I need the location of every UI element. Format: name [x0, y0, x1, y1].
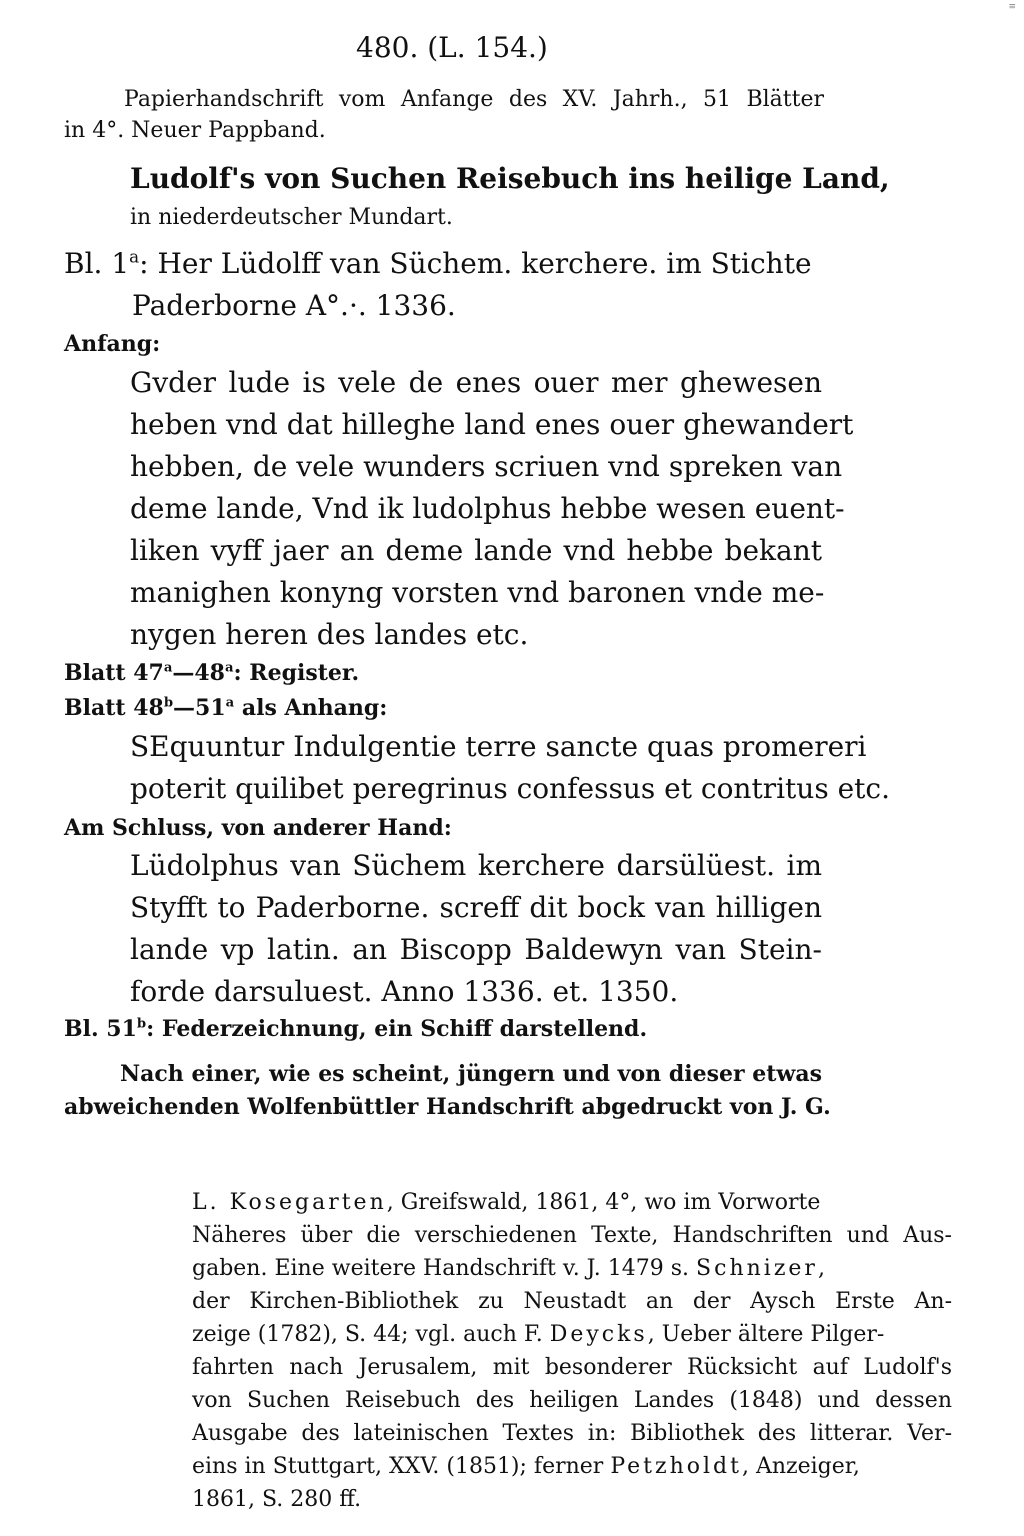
footnote-text-3: gaben. Eine weitere Handschrift v. J. 1479 s. [192, 1256, 697, 1281]
note-line-1: Nach einer, wie es scheint, jüngern und von dieser etwas [120, 1061, 822, 1087]
footnote-line-10: 1861, S. 280 ff. [192, 1487, 362, 1512]
anfang-line-6: manighen konyng vorsten vnd baronen vnde me- [130, 576, 825, 609]
anhang-line-1: SEquuntur Indulgentie terre sancte quas promereri [130, 730, 867, 763]
anhang-sup-1: b [163, 695, 174, 711]
folio-1-entry [64, 246, 812, 280]
register-sup-1: a [163, 660, 173, 676]
anhang-label: Blatt 48 [64, 695, 164, 721]
footnote-text-5-end: , Ueber ältere Pilger- [647, 1322, 885, 1347]
schluss-line-1: Lüdolphus van Süchem kerchere darsülüest. im [130, 849, 822, 882]
folio-1-sup: a [129, 246, 140, 267]
folio-51-sup: b [136, 1016, 147, 1032]
schluss-line-2: Styfft to Paderborne. screff dit bock van hilligen [130, 891, 822, 924]
anfang-line-5: liken vyff jaer an deme lande vnd hebbe bekant [130, 534, 822, 567]
footnote-author-kosegarten: L. Kosegarten [192, 1190, 387, 1215]
footnote-author-schnizer: Schnizer [696, 1256, 818, 1281]
note-line-2: abweichenden Wolfenbüttler Handschrift abgedruckt von J. G. [64, 1094, 831, 1120]
anfang-line-7: nygen heren des landes etc. [130, 618, 529, 651]
anhang-text: als Anhang: [234, 695, 388, 721]
anfang-line-1: Gvder lude is vele de enes ouer mer ghewesen [130, 366, 822, 399]
anhang-sup-2: a [225, 695, 235, 711]
entry-reference: (L. 154.) [427, 31, 548, 64]
folio-51-text: : Federzeichnung, ein Schiff darstellend. [146, 1016, 648, 1042]
register-entry [64, 662, 359, 684]
schluss-line-4: forde darsuluest. Anno 1336. et. 1350. [130, 975, 679, 1008]
description-line-1: Papierhandschrift vom Anfange des XV. Jahrh., 51 Blätter [124, 87, 824, 112]
footnote-author-deycks: Deycks [549, 1322, 648, 1347]
anhang-range: —51 [173, 695, 226, 721]
register-range: —48 [172, 660, 225, 686]
folio-1-text-line-2: Paderborne A°.·. 1336. [132, 289, 456, 322]
work-title: Ludolf's von Suchen Reisebuch ins heilige Land, [130, 162, 890, 195]
anfang-line-2: heben vnd dat hilleghe land enes ouer ghewandert [130, 408, 854, 441]
footnote-author-petzholdt: Petzholdt [610, 1454, 742, 1479]
footnote-line-3 [192, 1258, 825, 1280]
register-sup-2: a [224, 660, 234, 676]
footnote-line-5 [192, 1324, 884, 1346]
folio-1-label: Bl. 1 [64, 247, 130, 280]
footnote-text-9-end: , Anzeiger, [741, 1454, 860, 1479]
page-header [356, 31, 548, 64]
anfang-line-3: hebben, de vele wunders scriuen vnd spreken van [130, 450, 843, 483]
anhang-line-2: poterit quilibet peregrinus confessus et contritus etc. [130, 772, 891, 805]
footnote-text-3-end: , [817, 1256, 825, 1281]
footnote-line-8: Ausgabe des lateinischen Textes in: Bibliothek des litterar. Ver- [192, 1421, 952, 1446]
anfang-line-4: deme lande, Vnd ik ludolphus hebbe wesen euent- [130, 492, 845, 525]
folio-1-text: : Her Lüdolff van Süchem. kerchere. im Stichte [139, 247, 812, 280]
footnote-line-1 [192, 1192, 820, 1214]
page-edge-mark: ≡ [1008, 2, 1016, 12]
anhang-entry [64, 697, 387, 719]
footnote-text-5: zeige (1782), S. 44; vgl. auch F. [192, 1322, 550, 1347]
footnote-line-4: der Kirchen-Bibliothek zu Neustadt an der Aysch Erste An- [192, 1289, 952, 1314]
folio-51-entry [64, 1018, 647, 1040]
description-line-2: in 4°. Neuer Pappband. [64, 118, 326, 143]
footnote-line-9 [192, 1456, 860, 1478]
register-label: Blatt 47 [64, 660, 164, 686]
anfang-label: Anfang: [64, 331, 161, 357]
footnote-line-7: von Suchen Reisebuch des heiligen Landes (1848) und dessen [192, 1388, 952, 1413]
footnote-text-9: eins in Stuttgart, XXV. (1851); ferner [192, 1454, 611, 1479]
register-text: : Register. [233, 660, 360, 686]
footnote-text-1: , Greifswald, 1861, 4°, wo im Vorworte [386, 1190, 821, 1215]
work-subtitle: in niederdeutscher Mundart. [130, 205, 453, 230]
footnote-line-6: fahrten nach Jerusalem, mit besonderer Rücksicht auf Ludolf's [192, 1355, 952, 1380]
folio-51-label: Bl. 51 [64, 1016, 137, 1042]
entry-number: 480. [356, 31, 419, 64]
footnote-line-2: Näheres über die verschiedenen Texte, Handschriften und Aus- [192, 1223, 952, 1248]
schluss-line-3: lande vp latin. an Biscopp Baldewyn van Stein- [130, 933, 822, 966]
schluss-label: Am Schluss, von anderer Hand: [64, 815, 452, 841]
